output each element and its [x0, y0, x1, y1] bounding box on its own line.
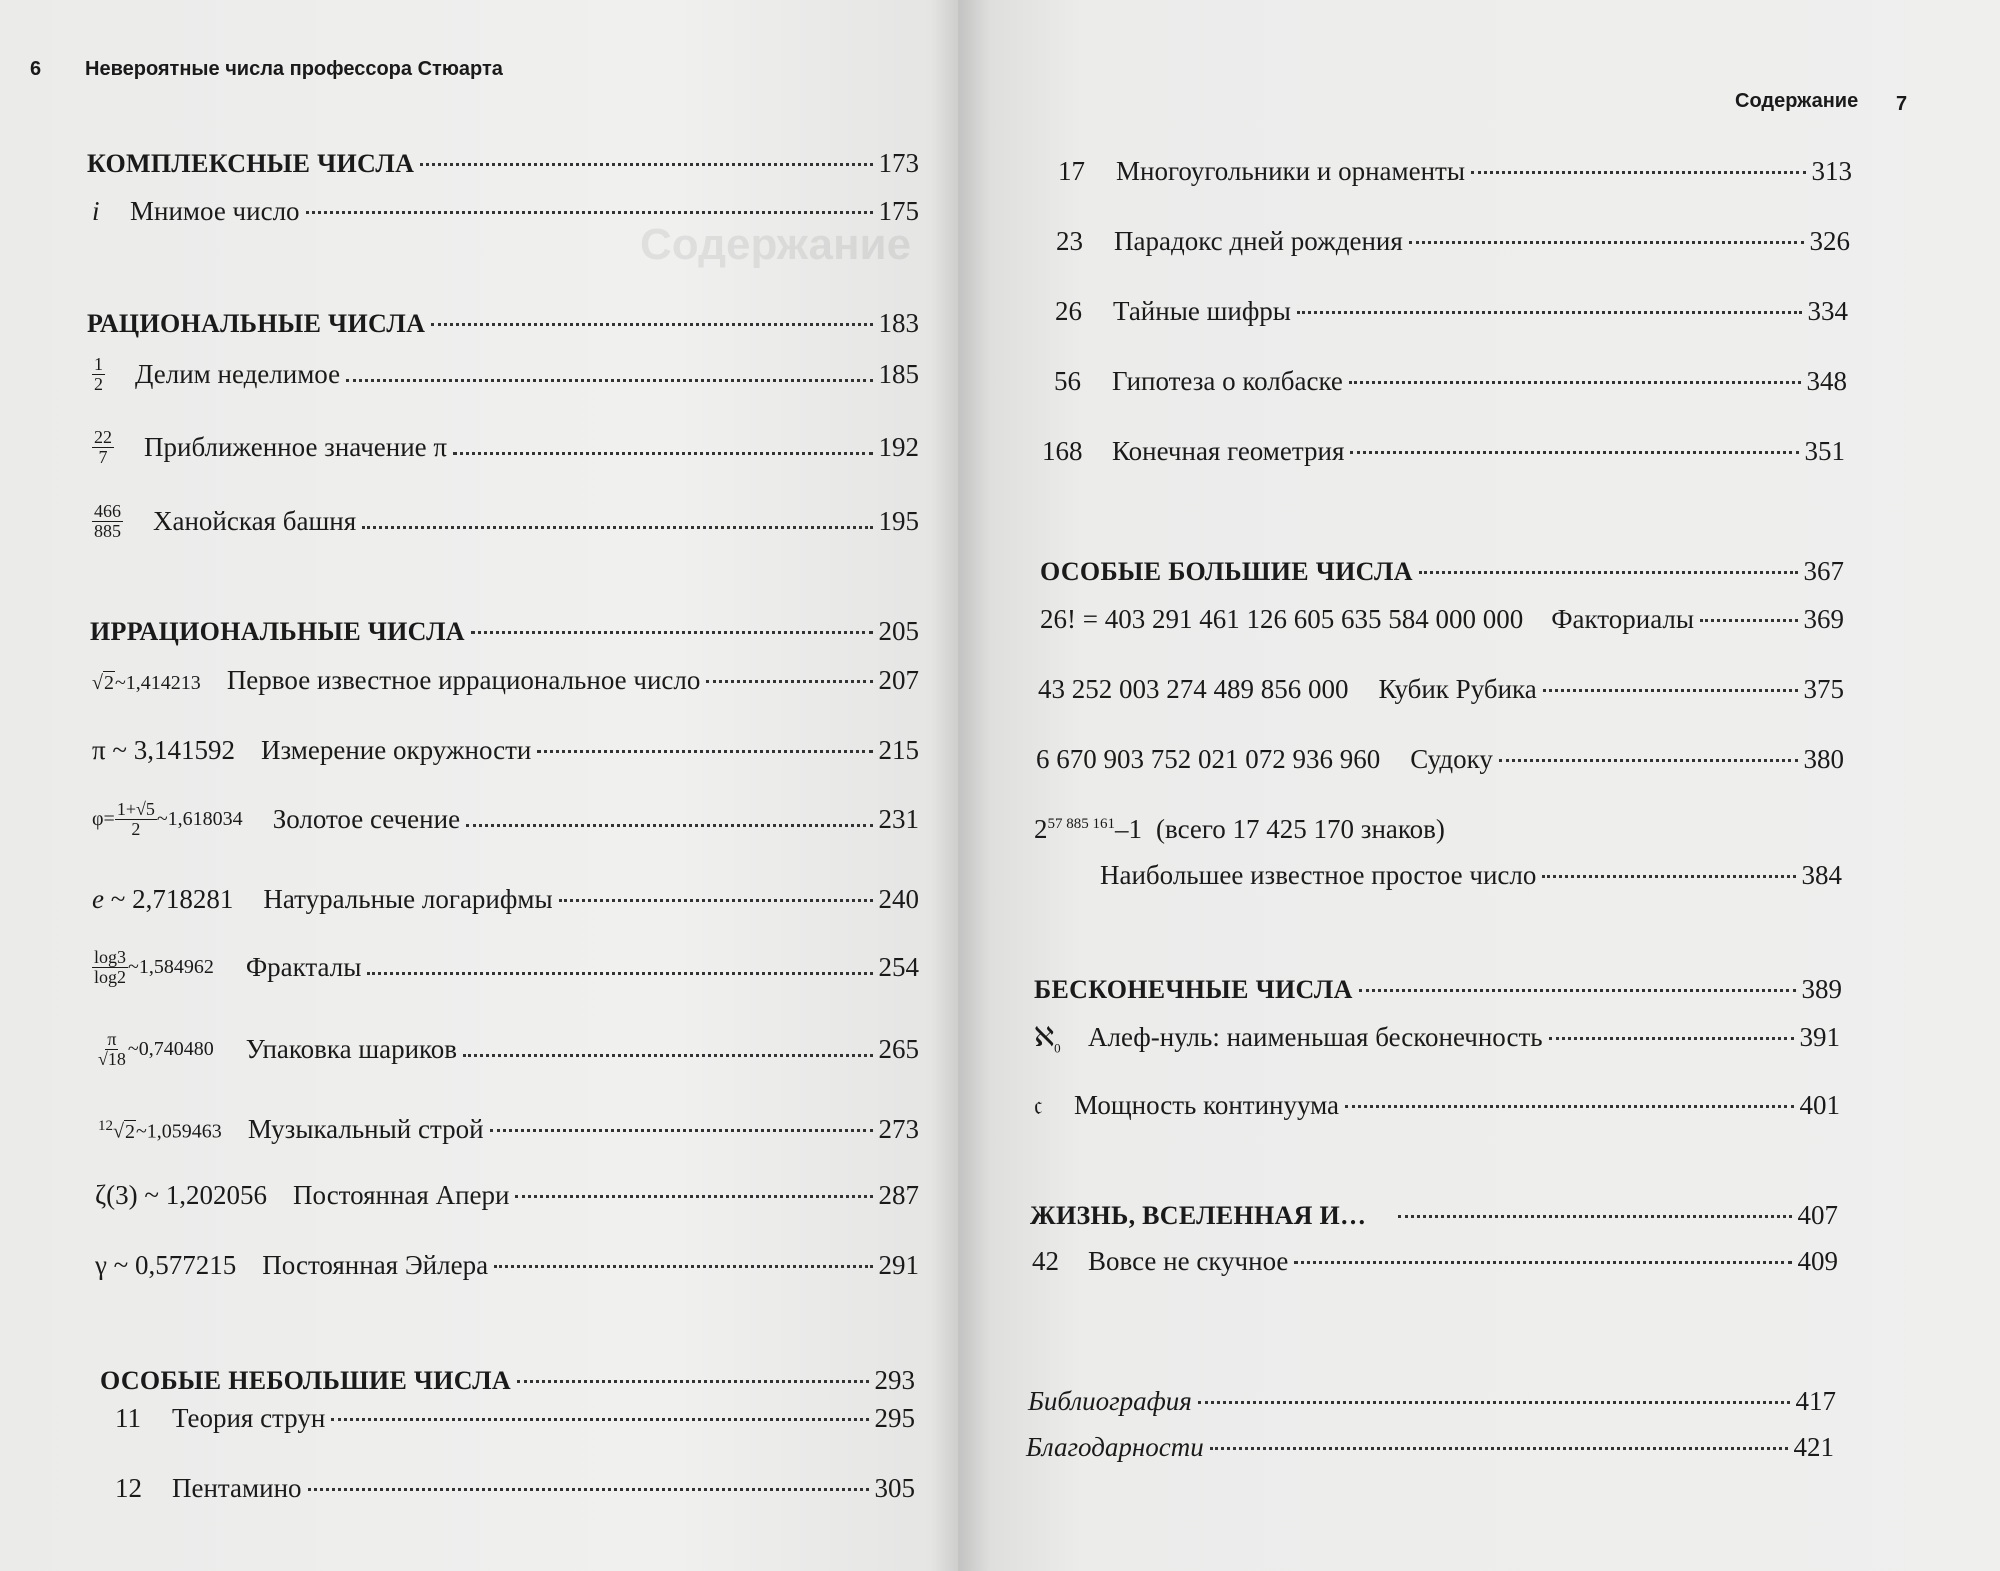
section-title: ЖИЗНЬ, ВСЕЛЕННАЯ И…	[1030, 1201, 1367, 1230]
page-ref: 173	[878, 148, 919, 178]
entry-title: Гипотеза о колбаске	[1112, 366, 1343, 396]
toc-entry-bibliography[interactable]	[1028, 1386, 1836, 1417]
dot-leader	[1700, 619, 1797, 622]
dot-leader	[331, 1418, 868, 1421]
toc-entry-466-885[interactable]	[92, 502, 919, 541]
toc-section-complex[interactable]	[87, 148, 919, 179]
entry-symbol: ℵ$_0$	[1034, 1022, 1061, 1056]
dot-leader	[515, 1195, 872, 1198]
section-title: БЕСКОНЕЧНЫЕ ЧИСЛА	[1034, 975, 1353, 1004]
page-ref: 293	[874, 1365, 915, 1395]
dot-leader	[706, 680, 872, 683]
page-ref: 240	[878, 884, 919, 914]
page-ref: 287	[878, 1180, 919, 1210]
section-title: ИРРАЦИОНАЛЬНЫЕ ЧИСЛА	[90, 617, 465, 646]
entry-title: Конечная геометрия	[1112, 436, 1345, 466]
page-ref: 205	[878, 616, 919, 646]
entry-symbol: $2^{57 885 161}-1$	[1034, 814, 1142, 844]
entry-symbol: 43 252 003 274 489 856 000	[1038, 674, 1349, 704]
dot-leader	[1297, 311, 1802, 314]
dot-leader	[1549, 1037, 1794, 1040]
left-page-number: 6	[30, 58, 42, 80]
page-ref: 351	[1804, 436, 1845, 466]
entry-symbol: e ~ 2,718281	[92, 884, 234, 914]
dot-leader	[517, 1380, 869, 1383]
section-title: РАЦИОНАЛЬНЫЕ ЧИСЛА	[87, 309, 426, 338]
dot-leader	[431, 323, 872, 326]
entry-symbol: 11	[115, 1403, 141, 1433]
toc-entry-26[interactable]	[1055, 296, 1848, 327]
page-ref: 401	[1799, 1090, 1840, 1120]
entry-title: Мнимое число	[130, 196, 300, 226]
dot-leader	[559, 899, 873, 902]
dot-leader	[1542, 875, 1795, 878]
page-ref: 291	[878, 1250, 919, 1280]
dot-leader	[362, 526, 872, 529]
entry-title: Мощность континуума	[1074, 1090, 1340, 1120]
entry-symbol: 𝔠	[1034, 1090, 1043, 1120]
section-title: ОСОБЫЕ БОЛЬШИЕ ЧИСЛА	[1040, 557, 1413, 586]
entry-title: Алеф-нуль: наименьшая бесконечность	[1088, 1022, 1543, 1052]
page-ref: 409	[1797, 1246, 1838, 1276]
toc-entry-imaginary[interactable]	[92, 196, 919, 227]
entry-title: Приближенное значение π	[144, 431, 448, 462]
page-ref: 417	[1795, 1386, 1836, 1416]
toc-entry-22-7[interactable]	[92, 428, 919, 467]
entry-title: Факториалы	[1551, 604, 1695, 634]
page-ref: 407	[1797, 1200, 1838, 1230]
left-running-title: Невероятные числа профессора Стюарта	[85, 58, 503, 80]
dot-leader	[1210, 1447, 1788, 1450]
dot-leader	[1471, 171, 1806, 174]
dot-leader	[1419, 571, 1798, 574]
entry-symbol: ζ(3) ~ 1,202056	[95, 1180, 268, 1210]
entry-title: Многоугольники и орнаменты	[1116, 156, 1465, 186]
entry-symbol: 12	[115, 1473, 142, 1503]
toc-entry-largest-prime-expr	[1034, 814, 1814, 845]
toc-entry-e[interactable]	[92, 884, 919, 915]
page-ref: 380	[1803, 744, 1844, 774]
toc-entry-11[interactable]	[115, 1403, 915, 1434]
dot-leader	[1198, 1401, 1790, 1404]
page-ref: 231	[878, 803, 919, 834]
entry-title: Фракталы	[245, 951, 362, 982]
toc-section-rational[interactable]	[87, 308, 919, 339]
toc-section-irrational[interactable]	[90, 616, 919, 647]
entry-title: Пентамино	[172, 1473, 302, 1503]
page-ref: 265	[878, 1033, 919, 1064]
page-ref: 207	[878, 665, 919, 695]
toc-entry-aleph-null[interactable]	[1034, 1022, 1840, 1056]
entry-title: Вовсе не скучное	[1088, 1246, 1289, 1276]
toc-entry-acknowledgements[interactable]	[1026, 1432, 1834, 1463]
page-ref: 295	[874, 1403, 915, 1433]
page-ref: 254	[878, 951, 919, 982]
toc-entry-gamma[interactable]	[95, 1250, 919, 1281]
dot-leader	[453, 452, 872, 455]
page-ref: 421	[1793, 1432, 1834, 1462]
page-ref: 326	[1809, 226, 1850, 256]
entry-title: Натуральные логарифмы	[263, 884, 553, 914]
dot-leader	[1409, 241, 1804, 244]
page-ref: 369	[1803, 604, 1844, 634]
page-ref: 391	[1799, 1022, 1840, 1052]
dot-leader	[1345, 1105, 1793, 1108]
dot-leader	[494, 1265, 872, 1268]
toc-entry-phi[interactable]	[92, 800, 919, 839]
toc-entry-sudoku[interactable]	[1036, 744, 1844, 775]
page-ref: 195	[878, 505, 919, 536]
toc-entry-42[interactable]	[1032, 1246, 1838, 1277]
entry-title: Библиография	[1028, 1386, 1192, 1416]
entry-symbol: 23	[1056, 226, 1083, 256]
section-title: ОСОБЫЕ НЕБОЛЬШИЕ ЧИСЛА	[100, 1366, 511, 1395]
entry-title: Наибольшее известное простое число	[1100, 860, 1537, 890]
entry-symbol: 168	[1042, 436, 1083, 466]
dot-leader	[1350, 451, 1798, 454]
entry-symbol: i	[92, 196, 100, 226]
entry-title: Измерение окружности	[261, 735, 532, 765]
page-ref: 375	[1803, 674, 1844, 704]
dot-leader	[308, 1488, 869, 1491]
page-ref: 175	[878, 196, 919, 226]
entry-title: Постоянная Эйлера	[262, 1250, 489, 1280]
page-ref: 334	[1807, 296, 1848, 326]
dot-leader	[1398, 1215, 1791, 1218]
toc-entry-12[interactable]	[115, 1473, 915, 1504]
toc-entry-pi[interactable]	[92, 735, 919, 766]
dot-leader	[346, 379, 872, 382]
entry-symbol: π ~ 3,141592	[92, 735, 235, 765]
dot-leader	[1359, 989, 1796, 992]
dot-leader	[466, 824, 872, 827]
dot-leader	[1499, 759, 1798, 762]
entry-title: Музыкальный строй	[247, 1114, 484, 1144]
toc-section-infinite[interactable]	[1034, 974, 1842, 1005]
toc-entry-17[interactable]	[1058, 156, 1852, 187]
toc-entry-factorials[interactable]	[1040, 604, 1844, 635]
entry-fraction: $\frac{1}{2}$	[94, 354, 103, 394]
dot-leader	[463, 1054, 872, 1057]
toc-section-large-special[interactable]	[1040, 556, 1844, 587]
entry-title: Судоку	[1410, 744, 1493, 774]
entry-note: (всего 17 425 170 знаков)	[1156, 814, 1445, 844]
page-ref: 305	[874, 1473, 915, 1503]
page-ref: 215	[878, 735, 919, 765]
entry-title: Упаковка шариков	[245, 1033, 458, 1064]
section-title: КОМПЛЕКСНЫЕ ЧИСЛА	[87, 149, 415, 178]
page-ref: 313	[1811, 156, 1852, 186]
dot-leader	[306, 211, 873, 214]
toc-entry-rubik[interactable]	[1038, 674, 1844, 705]
entry-fraction: $\frac{22}{7}$	[94, 427, 112, 467]
entry-title: Первое известное иррациональное число	[226, 665, 701, 695]
toc-entry-23[interactable]	[1056, 226, 1850, 257]
toc-entry-56[interactable]	[1054, 366, 1847, 397]
entry-title: Тайные шифры	[1113, 296, 1291, 326]
entry-symbol: γ ~ 0,577215	[95, 1250, 237, 1280]
toc-entry-half[interactable]	[92, 355, 919, 394]
entry-title: Ханойская башня	[153, 505, 357, 536]
entry-symbol: 26	[1055, 296, 1082, 326]
entry-symbol: 6 670 903 752 021 072 936 960	[1036, 744, 1381, 774]
toc-entry-12th-root[interactable]	[98, 1114, 919, 1145]
entry-title: Делим неделимое	[135, 358, 341, 389]
book-gutter	[930, 0, 990, 1571]
entry-symbol: $\frac{\log 3}{\log 2}$ ~1,584962	[94, 947, 214, 987]
toc-section-small-special[interactable]	[100, 1365, 915, 1396]
entry-title: Кубик Рубика	[1378, 674, 1537, 704]
toc-entry-168[interactable]	[1042, 436, 1845, 467]
dot-leader	[1349, 381, 1801, 384]
toc-entry-pi-sqrt18[interactable]	[96, 1030, 919, 1069]
page-ref: 192	[878, 431, 919, 462]
entry-symbol: 56	[1054, 366, 1081, 396]
entry-title: Благодарности	[1026, 1432, 1204, 1462]
entry-title: Золотое сечение	[272, 803, 461, 834]
toc-entry-zeta3[interactable]	[95, 1180, 919, 1211]
entry-symbol: φ= $\frac{1+√5}{2}$ ~1,618034	[92, 799, 243, 839]
toc-entry-largest-prime[interactable]	[1100, 860, 1842, 891]
toc-entry-continuum[interactable]	[1034, 1090, 1840, 1122]
dot-leader	[367, 972, 872, 975]
entry-title: Теория струн	[172, 1403, 326, 1433]
entry-symbol: 26! = 403 291 461 126 605 635 584 000 000	[1040, 604, 1524, 634]
right-running-title: Содержание	[1735, 90, 1859, 112]
dot-leader	[1294, 1261, 1791, 1264]
entry-symbol: 17	[1058, 156, 1085, 186]
right-page-number: 7	[1896, 93, 1908, 115]
dot-leader	[1543, 689, 1798, 692]
entry-title: Постоянная Апери	[293, 1180, 510, 1210]
page-ref: 367	[1803, 556, 1844, 586]
page-ref: 348	[1806, 366, 1847, 396]
entry-fraction: $\frac{466}{885}$	[94, 501, 121, 541]
toc-section-life-universe[interactable]	[1030, 1200, 1838, 1231]
toc-entry-log-ratio[interactable]	[92, 948, 919, 987]
entry-symbol: $\frac{\pi}{√18}$ ~0,740480	[98, 1029, 214, 1069]
page-ref: 389	[1801, 974, 1842, 1004]
entry-symbol: √2~1,414213	[92, 672, 201, 694]
page-ref: 273	[878, 1114, 919, 1144]
toc-entry-sqrt2[interactable]	[92, 665, 919, 696]
dot-leader	[490, 1129, 873, 1132]
dot-leader	[537, 750, 872, 753]
page-ref: 185	[878, 358, 919, 389]
entry-symbol: 42	[1032, 1246, 1059, 1276]
dot-leader	[471, 631, 873, 634]
entry-symbol: $^{12}$√2~1,059463	[98, 1118, 222, 1143]
dot-leader	[420, 163, 872, 166]
page-ref: 384	[1801, 860, 1842, 890]
bleed-through-heading: Содержание	[640, 220, 912, 269]
entry-title: Парадокс дней рождения	[1114, 226, 1403, 256]
page-ref: 183	[878, 308, 919, 338]
